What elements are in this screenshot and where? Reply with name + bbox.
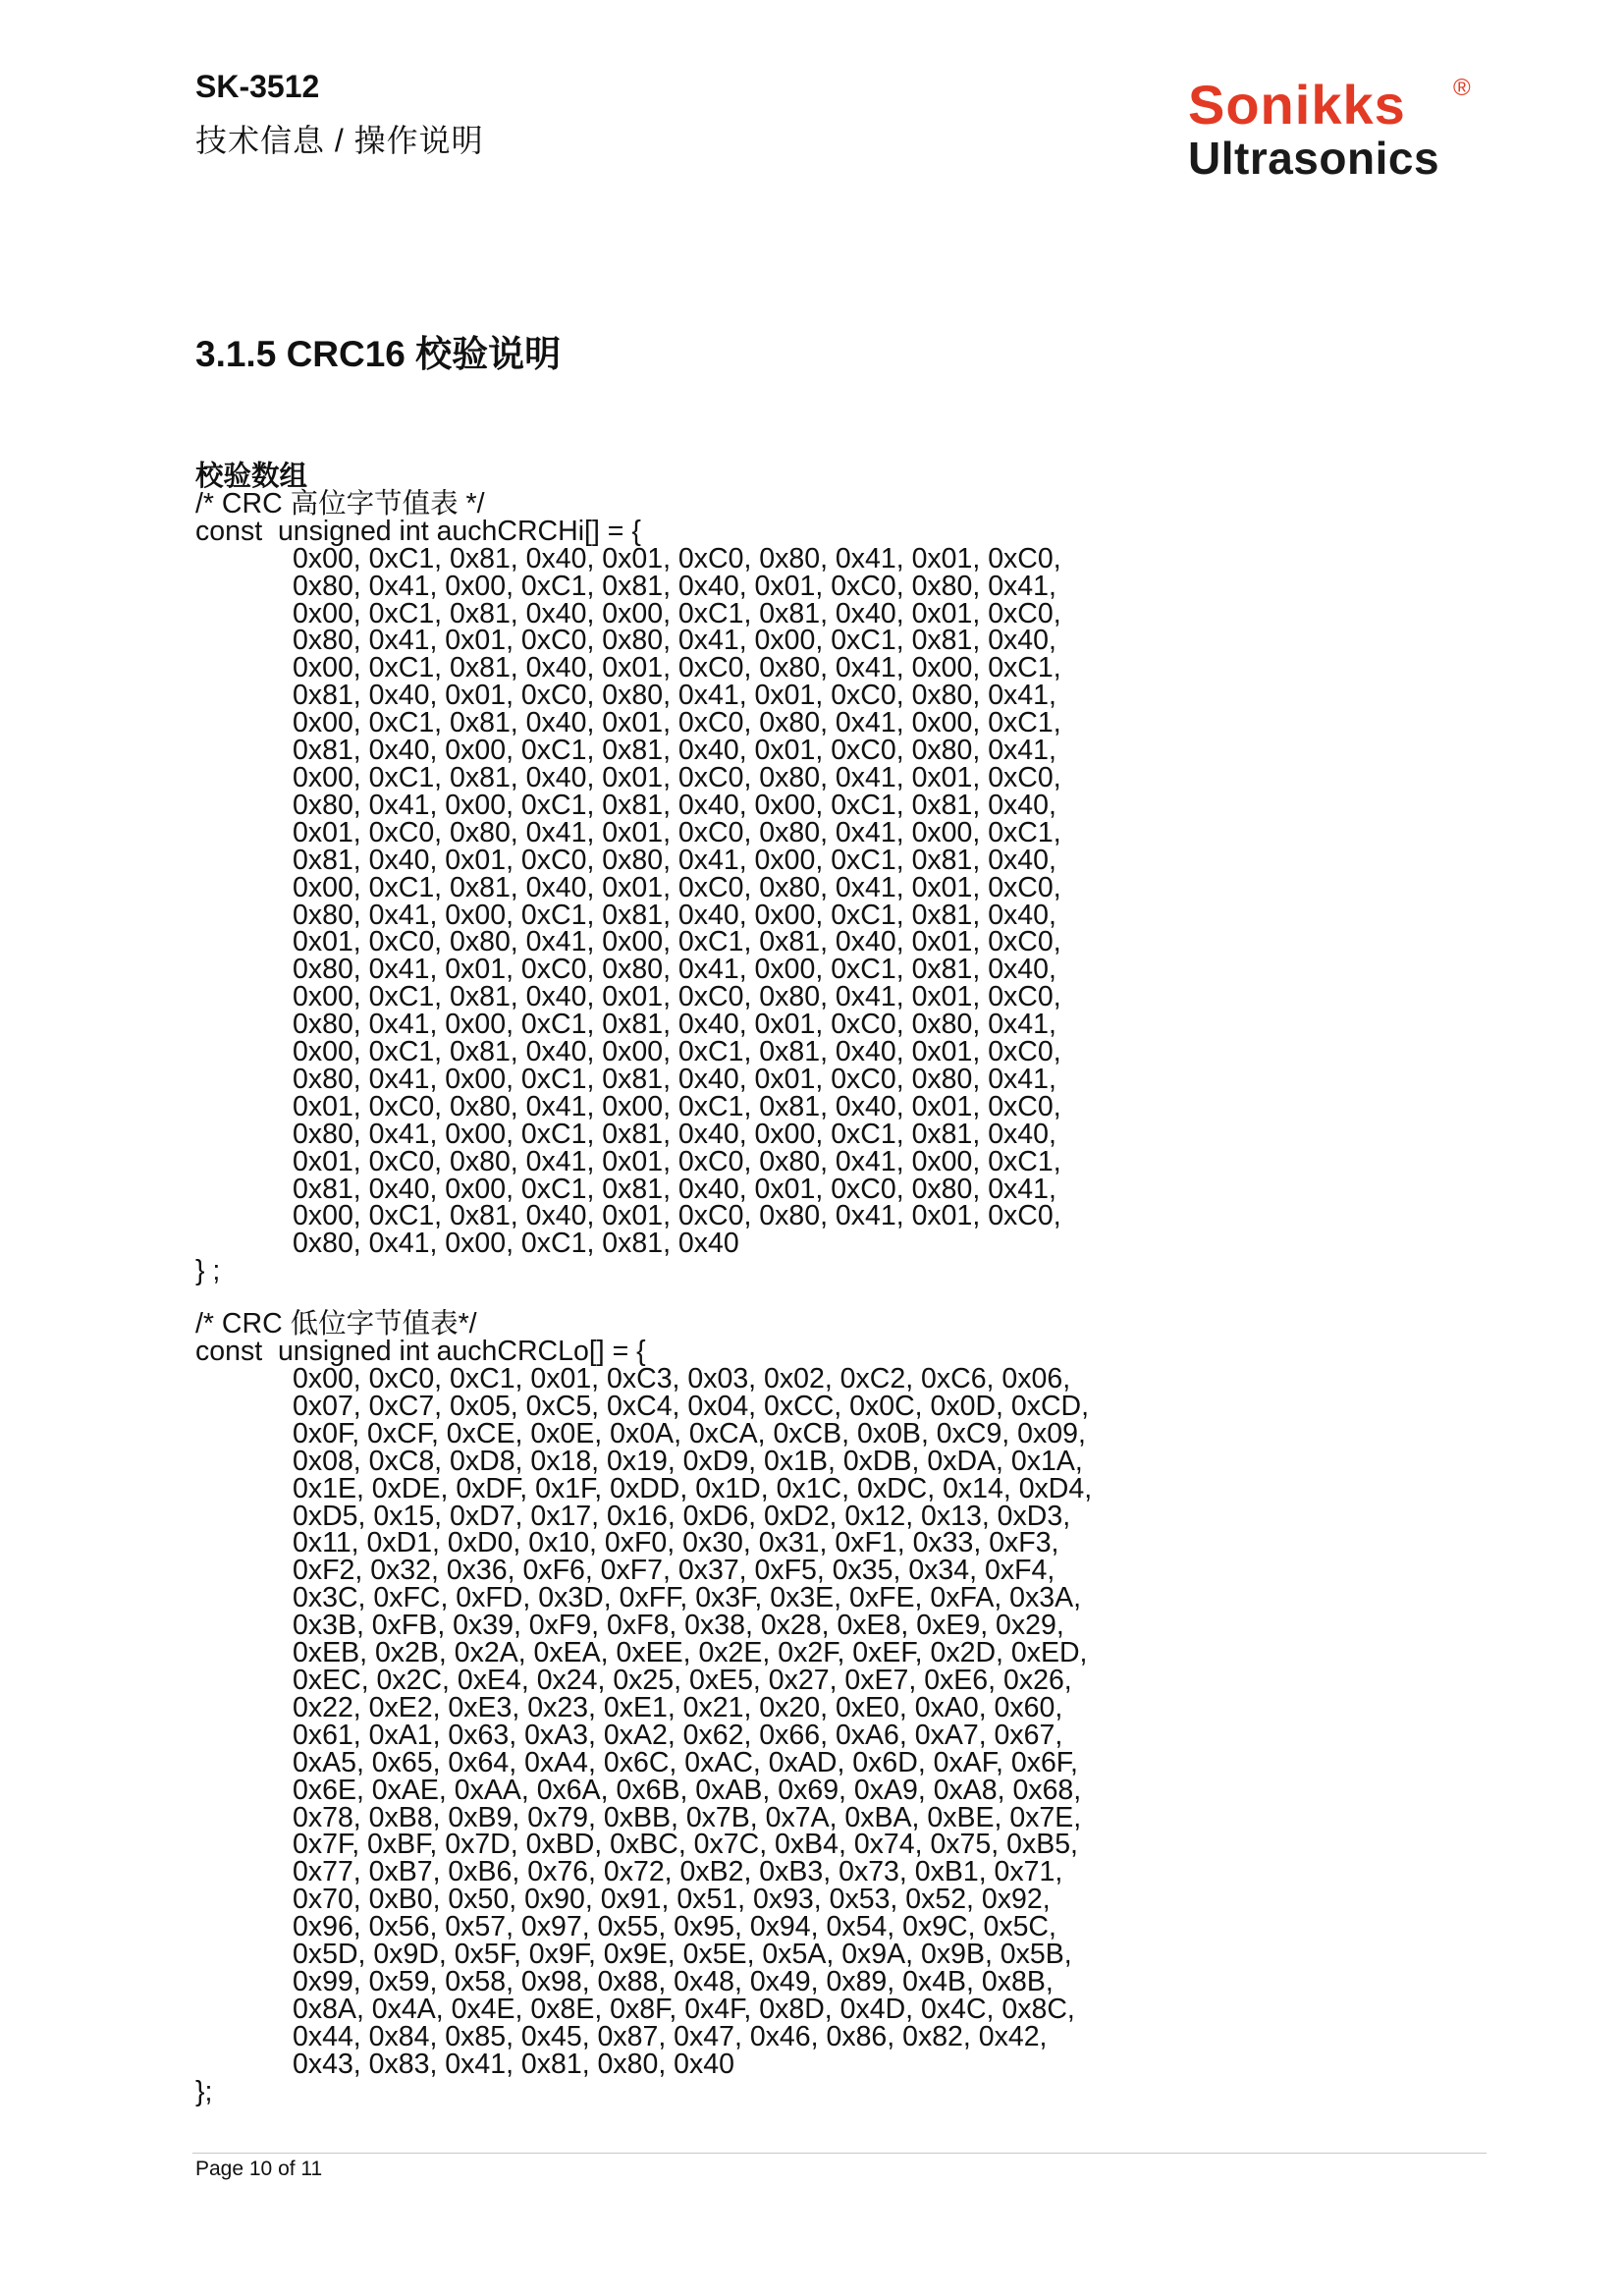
- lo-table-close: };: [195, 2075, 213, 2107]
- table-row: 0x80, 0x41, 0x00, 0xC1, 0x81, 0x40, 0x01, 0xC0, 0x80, 0x41,: [293, 1063, 1056, 1095]
- table-row: 0x00, 0xC1, 0x81, 0x40, 0x01, 0xC0, 0x80, 0x41, 0x01, 0xC0,: [293, 1200, 1061, 1232]
- header-model: SK-3512: [195, 69, 320, 104]
- table-row: 0x07, 0xC7, 0x05, 0xC5, 0xC4, 0x04, 0xCC, 0x0C, 0x0D, 0xCD,: [293, 1390, 1090, 1422]
- table-row: 0x81, 0x40, 0x00, 0xC1, 0x81, 0x40, 0x01, 0xC0, 0x80, 0x41,: [293, 735, 1056, 767]
- table-row: 0x00, 0xC1, 0x81, 0x40, 0x01, 0xC0, 0x80, 0x41, 0x01, 0xC0,: [293, 761, 1061, 793]
- table-row: 0x80, 0x41, 0x00, 0xC1, 0x81, 0x40, 0x00, 0xC1, 0x81, 0x40,: [293, 1118, 1056, 1150]
- lo-table-values: [195, 1363, 1472, 2080]
- table-row: 0x77, 0xB7, 0xB6, 0x76, 0x72, 0xB2, 0xB3, 0x73, 0xB1, 0x71,: [293, 1856, 1063, 1888]
- table-row: 0xF2, 0x32, 0x36, 0xF6, 0xF7, 0x37, 0xF5, 0x35, 0x34, 0xF4,: [293, 1555, 1055, 1587]
- block-title: 校验数组: [195, 461, 308, 492]
- table-row: 0x80, 0x41, 0x00, 0xC1, 0x81, 0x40, 0x01, 0xC0, 0x80, 0x41,: [293, 570, 1056, 602]
- table-row: 0x99, 0x59, 0x58, 0x98, 0x88, 0x48, 0x49, 0x89, 0x4B, 0x8B,: [293, 1965, 1054, 1997]
- table-row: 0xEC, 0x2C, 0xE4, 0x24, 0x25, 0xE5, 0x27, 0xE7, 0xE6, 0x26,: [293, 1664, 1072, 1696]
- table-row: 0x0F, 0xCF, 0xCE, 0x0E, 0x0A, 0xCA, 0xCB, 0x0B, 0xC9, 0x09,: [293, 1417, 1086, 1449]
- table-row: 0xA5, 0x65, 0x64, 0xA4, 0x6C, 0xAC, 0xAD, 0x6D, 0xAF, 0x6F,: [293, 1746, 1078, 1778]
- table-row: 0x81, 0x40, 0x00, 0xC1, 0x81, 0x40, 0x01, 0xC0, 0x80, 0x41,: [293, 1173, 1056, 1205]
- table-row: 0x80, 0x41, 0x01, 0xC0, 0x80, 0x41, 0x00, 0xC1, 0x81, 0x40,: [293, 954, 1056, 986]
- table-row: 0x22, 0xE2, 0xE3, 0x23, 0xE1, 0x21, 0x20, 0xE0, 0xA0, 0x60,: [293, 1691, 1063, 1723]
- hi-table-values: [195, 542, 1472, 1260]
- table-row: 0x80, 0x41, 0x01, 0xC0, 0x80, 0x41, 0x00, 0xC1, 0x81, 0x40,: [293, 625, 1056, 657]
- table-row: 0x96, 0x56, 0x57, 0x97, 0x55, 0x95, 0x94, 0x54, 0x9C, 0x5C,: [293, 1911, 1056, 1943]
- section-title: 3.1.5 CRC16 校验说明: [195, 334, 562, 374]
- header-subtitle: 技术信息 / 操作说明: [195, 123, 484, 158]
- logo-brand-name: Sonikks: [1188, 74, 1406, 136]
- table-row: 0x7F, 0xBF, 0x7D, 0xBD, 0xBC, 0x7C, 0xB4, 0x74, 0x75, 0xB5,: [293, 1829, 1078, 1861]
- table-row: 0x00, 0xC0, 0xC1, 0x01, 0xC3, 0x03, 0x02, 0xC2, 0xC6, 0x06,: [293, 1363, 1071, 1394]
- registered-mark: ®: [1453, 75, 1471, 101]
- lo-table-comment: /* CRC 低位字节值表*/: [195, 1308, 477, 1340]
- table-row: 0xD5, 0x15, 0xD7, 0x17, 0x16, 0xD6, 0xD2, 0x12, 0x13, 0xD3,: [293, 1500, 1071, 1532]
- table-row: 0x81, 0x40, 0x01, 0xC0, 0x80, 0x41, 0x01, 0xC0, 0x80, 0x41,: [293, 680, 1056, 712]
- table-row: 0x01, 0xC0, 0x80, 0x41, 0x01, 0xC0, 0x80, 0x41, 0x00, 0xC1,: [293, 816, 1061, 848]
- table-row: 0x1E, 0xDE, 0xDF, 0x1F, 0xDD, 0x1D, 0x1C, 0xDC, 0x14, 0xD4,: [293, 1472, 1093, 1504]
- table-row: 0x80, 0x41, 0x00, 0xC1, 0x81, 0x40, 0x01, 0xC0, 0x80, 0x41,: [293, 1009, 1056, 1041]
- hi-table-close: } ;: [195, 1255, 221, 1287]
- table-row: 0x00, 0xC1, 0x81, 0x40, 0x00, 0xC1, 0x81, 0x40, 0x01, 0xC0,: [293, 1036, 1061, 1068]
- code-content: [195, 461, 1472, 2107]
- table-row: 0xEB, 0x2B, 0x2A, 0xEA, 0xEE, 0x2E, 0x2F, 0xEF, 0x2D, 0xED,: [293, 1637, 1088, 1669]
- table-row: 0x00, 0xC1, 0x81, 0x40, 0x01, 0xC0, 0x80, 0x41, 0x00, 0xC1,: [293, 707, 1061, 739]
- table-row: 0x11, 0xD1, 0xD0, 0x10, 0xF0, 0x30, 0x31, 0xF1, 0x33, 0xF3,: [293, 1527, 1059, 1559]
- table-row: 0x3B, 0xFB, 0x39, 0xF9, 0xF8, 0x38, 0x28, 0xE8, 0xE9, 0x29,: [293, 1610, 1064, 1642]
- table-row: 0x08, 0xC8, 0xD8, 0x18, 0x19, 0xD9, 0x1B, 0xDB, 0xDA, 0x1A,: [293, 1445, 1083, 1477]
- table-row: 0x01, 0xC0, 0x80, 0x41, 0x00, 0xC1, 0x81, 0x40, 0x01, 0xC0,: [293, 1090, 1061, 1122]
- brand-logo: [1188, 74, 1483, 184]
- hi-table-comment: /* CRC 高位字节值表 */: [195, 487, 485, 519]
- table-row: 0x00, 0xC1, 0x81, 0x40, 0x01, 0xC0, 0x80, 0x41, 0x01, 0xC0,: [293, 542, 1061, 574]
- table-row: 0x5D, 0x9D, 0x5F, 0x9F, 0x9E, 0x5E, 0x5A, 0x9A, 0x9B, 0x5B,: [293, 1939, 1072, 1971]
- table-row: 0x00, 0xC1, 0x81, 0x40, 0x01, 0xC0, 0x80, 0x41, 0x01, 0xC0,: [293, 981, 1061, 1013]
- table-row: 0x81, 0x40, 0x01, 0xC0, 0x80, 0x41, 0x00, 0xC1, 0x81, 0x40,: [293, 844, 1056, 876]
- table-row: 0x78, 0xB8, 0xB9, 0x79, 0xBB, 0x7B, 0x7A, 0xBA, 0xBE, 0x7E,: [293, 1801, 1082, 1833]
- table-row: 0x80, 0x41, 0x00, 0xC1, 0x81, 0x40, 0x00, 0xC1, 0x81, 0x40,: [293, 789, 1056, 821]
- table-row: 0x6E, 0xAE, 0xAA, 0x6A, 0x6B, 0xAB, 0x69, 0xA9, 0xA8, 0x68,: [293, 1774, 1082, 1806]
- table-row: 0x61, 0xA1, 0x63, 0xA3, 0xA2, 0x62, 0x66, 0xA6, 0xA7, 0x67,: [293, 1719, 1063, 1751]
- table-row: 0x00, 0xC1, 0x81, 0x40, 0x01, 0xC0, 0x80, 0x41, 0x00, 0xC1,: [293, 652, 1061, 684]
- table-row: 0x43, 0x83, 0x41, 0x81, 0x80, 0x40: [293, 2048, 734, 2080]
- table-row: 0x3C, 0xFC, 0xFD, 0x3D, 0xFF, 0x3F, 0x3E, 0xFE, 0xFA, 0x3A,: [293, 1582, 1082, 1614]
- table-row: 0x00, 0xC1, 0x81, 0x40, 0x01, 0xC0, 0x80, 0x41, 0x01, 0xC0,: [293, 871, 1061, 903]
- lo-table-declaration: const unsigned int auchCRCLo[] = {: [195, 1336, 646, 1368]
- table-row: 0x44, 0x84, 0x85, 0x45, 0x87, 0x47, 0x46, 0x86, 0x82, 0x42,: [293, 2020, 1048, 2052]
- logo-tagline: Ultrasonics: [1188, 133, 1440, 184]
- hi-table-declaration: const unsigned int auchCRCHi[] = {: [195, 515, 641, 547]
- table-row: 0x80, 0x41, 0x00, 0xC1, 0x81, 0x40, 0x00, 0xC1, 0x81, 0x40,: [293, 899, 1056, 931]
- table-row: 0x8A, 0x4A, 0x4E, 0x8E, 0x8F, 0x4F, 0x8D, 0x4D, 0x4C, 0x8C,: [293, 1993, 1075, 2025]
- footer-rule: [192, 2153, 1487, 2154]
- table-row: 0x80, 0x41, 0x00, 0xC1, 0x81, 0x40: [293, 1228, 739, 1260]
- table-row: 0x01, 0xC0, 0x80, 0x41, 0x01, 0xC0, 0x80, 0x41, 0x00, 0xC1,: [293, 1145, 1061, 1177]
- page-number: Page 10 of 11: [195, 2158, 323, 2180]
- table-row: 0x70, 0xB0, 0x50, 0x90, 0x91, 0x51, 0x93, 0x53, 0x52, 0x92,: [293, 1884, 1051, 1916]
- table-row: 0x01, 0xC0, 0x80, 0x41, 0x00, 0xC1, 0x81, 0x40, 0x01, 0xC0,: [293, 926, 1061, 958]
- table-row: 0x00, 0xC1, 0x81, 0x40, 0x00, 0xC1, 0x81, 0x40, 0x01, 0xC0,: [293, 597, 1061, 629]
